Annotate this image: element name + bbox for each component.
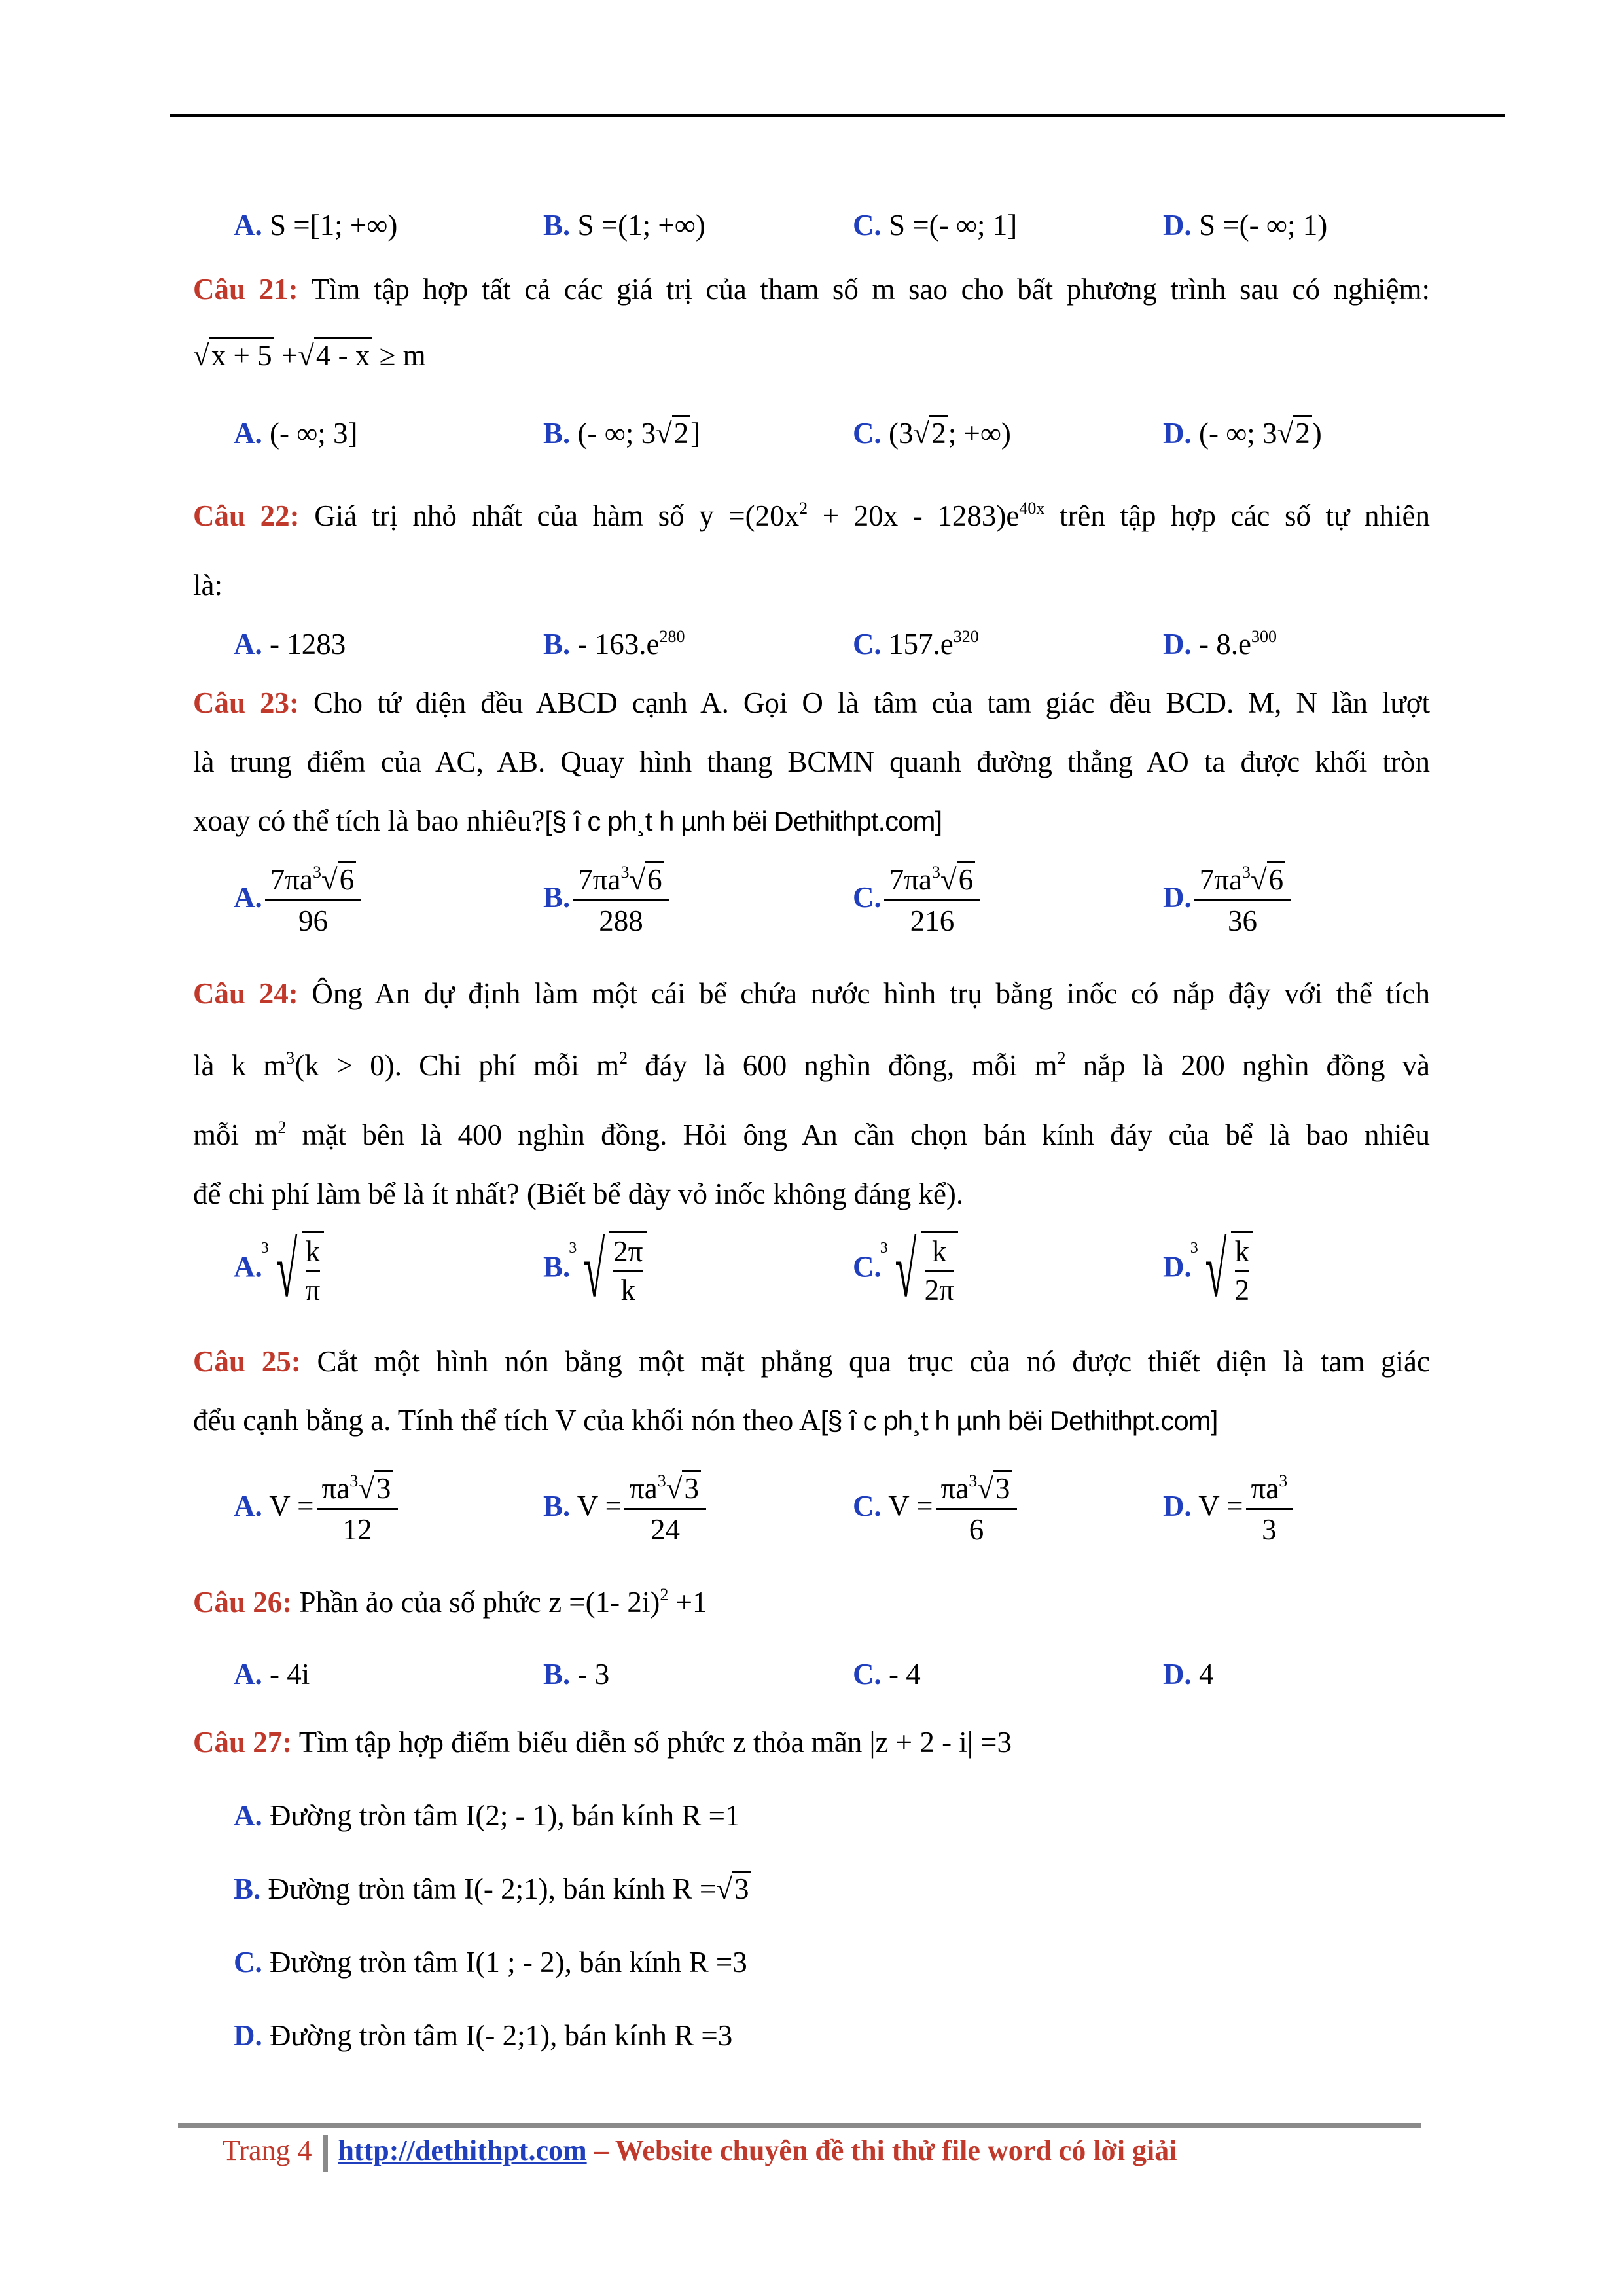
q23-stem-line2: là trung điểm của AC, AB. Quay hình thang BCMN quanh đường thẳng AO ta được khối tròn	[193, 745, 1430, 778]
header-rule	[170, 114, 1505, 117]
q26-option-c: C. - 4	[853, 1658, 921, 1691]
q21-option-c: C. (3√2; +∞)	[853, 415, 1011, 452]
q23-stem-line3: xoay có thể tích là bao nhiêu?[§ î c ph¸t h µnh bëi Dethithpt.com]	[193, 804, 942, 837]
q22-option-a: A. - 1283	[234, 628, 346, 660]
page-number: Trang 4	[223, 2134, 312, 2166]
q21-option-d: D. (- ∞; 3√2)	[1163, 415, 1322, 452]
q22-option-d: D. - $8.e^{300}$	[1163, 627, 1277, 660]
q27-option-a: A. Đường tròn tâm I(2; - 1), bán kính R =1	[234, 1799, 740, 1832]
q27-option-b: B. Đường tròn tâm I(- 2;1), bán kính R =√3	[234, 1871, 751, 1907]
q23-option-c: C. $\frac{7\pi a^3√6}{216}$	[853, 861, 983, 940]
q24-option-b: B. 3 √ $\frac{2\pi}{k}$	[543, 1230, 647, 1309]
q24-stem-line2: là k $m^3(k > 0)$. Chi phí mỗi $m^2$ đáy là 600 nghìn đồng, mỗi $m^2$ nắp là 200 nghìn đồng và	[193, 1049, 1431, 1082]
q27-stem: Câu 27: Tìm tập hợp điểm biểu diễn số phức z thỏa mãn |z + 2 - i| =3	[193, 1726, 1012, 1759]
q23-option-d: D. $\frac{7\pi a^3√6}{36}$	[1163, 861, 1293, 940]
q25-option-d: D. V = $\frac{\pi a^3}{3}$	[1163, 1470, 1295, 1549]
q23-option-b: B. $\frac{7\pi a^3√6}{288}$	[543, 861, 672, 940]
prev-option-a: A. S =[1; +∞)	[234, 209, 398, 242]
q21-formula: √x + 5 +√4 - x ≥ m	[193, 337, 1430, 374]
q24-stem-line4: để chi phí làm bể là ít nhất? (Biết bể dày vỏ inốc không đáng kể).	[193, 1177, 964, 1210]
q25-option-c: C. V = $\frac{\pi a^3√3}{6}$	[853, 1470, 1020, 1549]
q22-option-c: C. $157.e^{320}$	[853, 627, 979, 660]
q21-option-a: A. (- ∞; 3]	[234, 417, 358, 450]
page-footer	[223, 2132, 1177, 2172]
q24-option-a: A. 3 √ $\frac{k}{\pi}$	[234, 1230, 324, 1309]
prev-option-b: B. S =(1; +∞)	[543, 209, 705, 242]
q21-stem: Câu 21: Tìm tập hợp tất cả các giá trị của tham số m sao cho bất phương trình sau có nghiệm:	[193, 273, 1431, 306]
q25-stem-line2: đểu cạnh bằng a. Tính thể tích V của khối nón theo A[§ î c ph¸t h µnh bëi Dethithpt.com]	[193, 1404, 1218, 1437]
q27-option-c: C. Đường tròn tâm I(1 ; - 2), bán kính R =3	[234, 1946, 747, 1979]
q22-stem-line2: là:	[193, 569, 223, 601]
q26-stem: Câu 26: Phần ảo của số phức z =(1- 2i)$^2$ +1	[193, 1585, 707, 1619]
q24-stem: Câu 24: Ông An dự định làm một cái bể chứa nước hình trụ bằng inốc có nắp đậy với thể tích	[193, 977, 1431, 1010]
q26-option-a: A. - 4i	[234, 1658, 310, 1691]
q26-option-b: B. - 3	[543, 1658, 610, 1691]
footer-rule	[178, 2123, 1421, 2128]
q22-stem: Câu 22: Giá trị nhỏ nhất của hàm số $y =(20x^2 + 20x - 1283)e^{40x}$ trên tập hợp các số tự nhiên	[193, 499, 1431, 532]
q24-stem-line3: mỗi $m^2$ mặt bên là 400 nghìn đồng. Hỏi ông An cần chọn bán kính đáy của bể là bao nhiêu	[193, 1118, 1431, 1151]
footer-separator	[323, 2135, 328, 2172]
q22-option-b: B. - $163.e^{280}$	[543, 627, 685, 660]
q25-option-b: B. V = $\frac{\pi a^3√3}{24}$	[543, 1470, 709, 1549]
q23-option-a: A. $\frac{7\pi a^3√6}{96}$	[234, 861, 364, 940]
q27-option-d: D. Đường tròn tâm I(- 2;1), bán kính R =3	[234, 2019, 733, 2052]
q24-option-d: D. 3 √ $\frac{k}{2}$	[1163, 1230, 1253, 1309]
prev-option-c: C. S =(- ∞; 1]	[853, 209, 1018, 242]
q23-stem: Câu 23: Cho tứ diện đều ABCD cạnh A. Gọi O là tâm của tam giác đều BCD. M, N lần lượt	[193, 687, 1431, 719]
q26-option-d: D. 4	[1163, 1658, 1214, 1691]
q25-option-a: A. V = $\frac{\pi a^3√3}{12}$	[234, 1470, 401, 1549]
prev-option-d: D. S =(- ∞; 1)	[1163, 209, 1328, 242]
q25-stem: Câu 25: Cắt một hình nón bằng một mặt phẳng qua trục của nó được thiết diện là tam giác	[193, 1345, 1430, 1378]
footer-tagline: – Website chuyên đề thi thử file word có lời giải	[594, 2134, 1177, 2166]
q24-option-c: C. 3 √ $\frac{k}{2\pi}$	[853, 1230, 958, 1309]
footer-link[interactable]: http://dethithpt.com	[338, 2134, 587, 2166]
q21-option-b: B. (- ∞; 3√2]	[543, 415, 700, 452]
